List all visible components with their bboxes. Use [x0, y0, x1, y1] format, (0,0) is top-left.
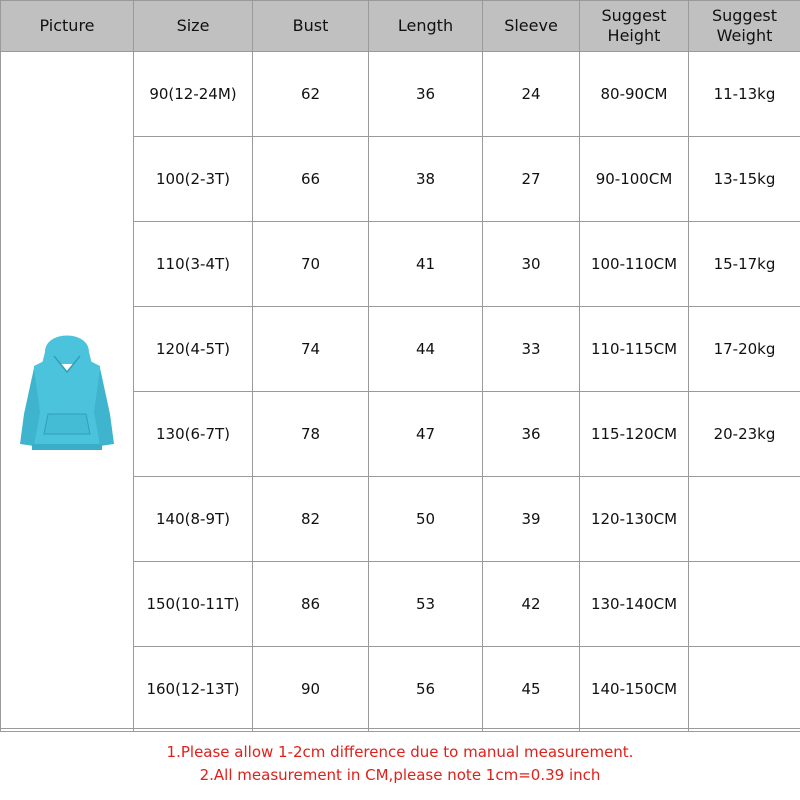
table-row — [1, 52, 800, 137]
cell-bust: 70 — [253, 222, 369, 307]
table-header — [1, 1, 800, 52]
header-suggest-height-line: Height — [607, 26, 661, 45]
cell-size: 110(3-4T) — [134, 222, 253, 307]
cell-bust: 74 — [253, 307, 369, 392]
cell-length: 53 — [369, 562, 483, 647]
header-bust-line: Bust — [292, 16, 329, 35]
cell-sleeve: 33 — [483, 307, 580, 392]
cell-length: 47 — [369, 392, 483, 477]
note-2: 2.All measurement in CM,please note 1cm=0.39 inch — [199, 766, 601, 784]
cell-bust: 62 — [253, 52, 369, 137]
header-suggest-height-line: Suggest — [601, 6, 667, 25]
cell-length: 38 — [369, 137, 483, 222]
cell-weight — [689, 562, 800, 647]
cell-sleeve: 27 — [483, 137, 580, 222]
cell-height: 110-115CM — [580, 307, 689, 392]
header-sleeve-line: Sleeve — [504, 16, 558, 35]
cell-bust: 90 — [253, 647, 369, 732]
picture-cell — [1, 52, 134, 732]
cell-weight: 17-20kg — [689, 307, 800, 392]
cell-sleeve: 30 — [483, 222, 580, 307]
cell-size: 100(2-3T) — [134, 137, 253, 222]
header-length — [369, 1, 483, 52]
hoodie-icon — [12, 322, 122, 462]
cell-height: 130-140CM — [580, 562, 689, 647]
header-suggest-weight-line: Suggest — [711, 6, 778, 25]
cell-size: 90(12-24M) — [134, 52, 253, 137]
cell-length: 36 — [369, 52, 483, 137]
cell-sleeve: 45 — [483, 647, 580, 732]
cell-height: 140-150CM — [580, 647, 689, 732]
cell-bust: 82 — [253, 477, 369, 562]
cell-height: 100-110CM — [580, 222, 689, 307]
cell-height: 115-120CM — [580, 392, 689, 477]
cell-size: 150(10-11T) — [134, 562, 253, 647]
cell-height: 120-130CM — [580, 477, 689, 562]
measurement-notes — [0, 728, 800, 800]
header-picture — [1, 1, 134, 52]
header-suggest-height — [580, 1, 689, 52]
cell-size: 130(6-7T) — [134, 392, 253, 477]
cell-bust: 86 — [253, 562, 369, 647]
cell-length: 50 — [369, 477, 483, 562]
cell-height: 80-90CM — [580, 52, 689, 137]
cell-sleeve: 39 — [483, 477, 580, 562]
header-suggest-weight-line: Weight — [716, 26, 773, 45]
cell-bust: 78 — [253, 392, 369, 477]
table-body — [1, 52, 800, 732]
cell-weight — [689, 477, 800, 562]
cell-weight: 20-23kg — [689, 392, 800, 477]
cell-sleeve: 42 — [483, 562, 580, 647]
cell-size: 140(8-9T) — [134, 477, 253, 562]
cell-length: 41 — [369, 222, 483, 307]
cell-sleeve: 24 — [483, 52, 580, 137]
cell-bust: 66 — [253, 137, 369, 222]
header-bust — [253, 1, 369, 52]
cell-sleeve: 36 — [483, 392, 580, 477]
note-1: 1.Please allow 1-2cm difference due to manual measurement. — [166, 743, 634, 761]
cell-weight: 11-13kg — [689, 52, 800, 137]
cell-weight — [689, 647, 800, 732]
cell-size: 120(4-5T) — [134, 307, 253, 392]
header-length-line: Length — [397, 16, 454, 35]
cell-weight: 13-15kg — [689, 137, 800, 222]
cell-length: 56 — [369, 647, 483, 732]
cell-size: 160(12-13T) — [134, 647, 253, 732]
header-row — [1, 1, 800, 52]
cell-length: 44 — [369, 307, 483, 392]
cell-height: 90-100CM — [580, 137, 689, 222]
header-size — [134, 1, 253, 52]
header-picture-line: Picture — [39, 16, 95, 35]
header-suggest-weight — [689, 1, 800, 52]
header-size-line: Size — [176, 16, 210, 35]
header-sleeve — [483, 1, 580, 52]
cell-weight: 15-17kg — [689, 222, 800, 307]
